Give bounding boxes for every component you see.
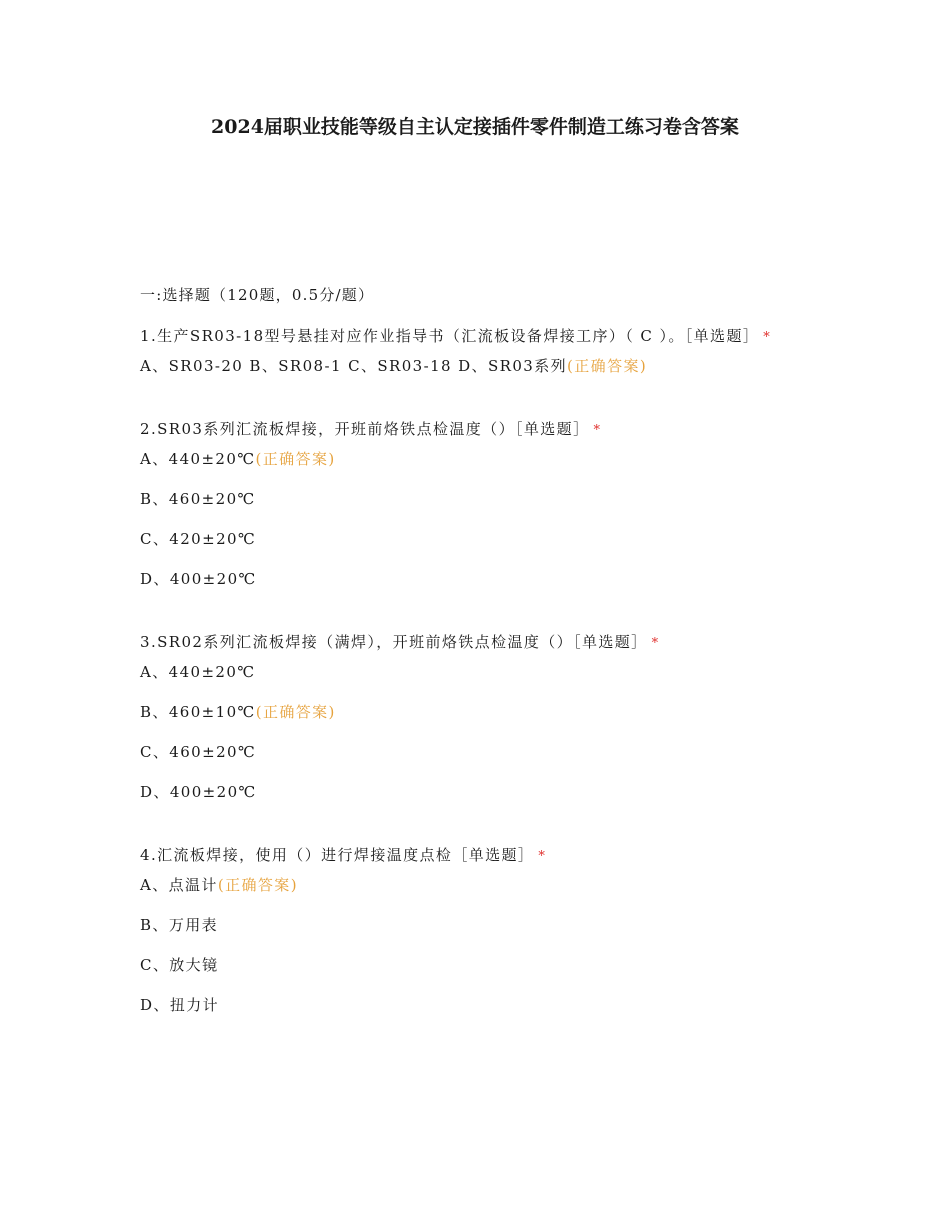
question-text: 2.SR03系列汇流板焊接，开班前烙铁点检温度（）［单选题］: [140, 420, 590, 438]
question-text: 3.SR02系列汇流板焊接（满焊），开班前烙铁点检温度（）［单选题］: [140, 633, 648, 651]
option-a: [140, 449, 805, 470]
correct-answer-tag: (正确答案): [567, 357, 648, 375]
option-c: C、放大镜: [140, 956, 219, 974]
question-stem: [140, 632, 805, 654]
options-text: A、SR03-20 B、SR08-1 C、SR03-18 D、SR03系列: [140, 357, 568, 375]
required-asterisk: *: [593, 423, 602, 438]
required-asterisk: *: [763, 330, 772, 345]
option-text: A、点温计: [140, 876, 218, 894]
question-3: [140, 632, 805, 803]
question-text: 4.汇流板焊接，使用（）进行焊接温度点检［单选题］: [140, 846, 535, 864]
option-line: [140, 356, 805, 377]
question-stem: [140, 326, 805, 348]
correct-answer-tag: (正确答案): [255, 703, 336, 721]
correct-answer-tag: (正确答案): [217, 876, 298, 894]
option-a: [140, 875, 805, 896]
option-b: B、万用表: [140, 916, 219, 934]
question-1: [140, 326, 805, 377]
option-c: C、460±20℃: [140, 743, 257, 761]
option-b: B、460±20℃: [140, 490, 256, 508]
option-b: [140, 702, 805, 723]
option-c: C、420±20℃: [140, 530, 257, 548]
question-list: [140, 284, 805, 1058]
option-text: A、440±20℃: [140, 450, 256, 468]
option-d: D、400±20℃: [140, 570, 257, 588]
question-stem: [140, 419, 805, 441]
required-asterisk: *: [538, 849, 547, 864]
correct-answer-tag: (正确答案): [255, 450, 336, 468]
document-title: 2024届职业技能等级自主认定接插件零件制造工练习卷含答案: [211, 116, 739, 138]
option-d: D、400±20℃: [140, 783, 257, 801]
question-text: 1.生产SR03-18型号悬挂对应作业指导书（汇流板设备焊接工序）（ C ）。［单选题］: [140, 327, 760, 345]
section-heading: 一:选择题（120题，0.5分/题）: [140, 286, 375, 304]
option-text: B、460±10℃: [140, 703, 256, 721]
question-2: [140, 419, 805, 590]
required-asterisk: *: [651, 636, 660, 651]
option-a: A、440±20℃: [140, 663, 256, 681]
question-stem: [140, 845, 805, 867]
option-d: D、扭力计: [140, 996, 220, 1014]
question-4: [140, 845, 805, 1016]
